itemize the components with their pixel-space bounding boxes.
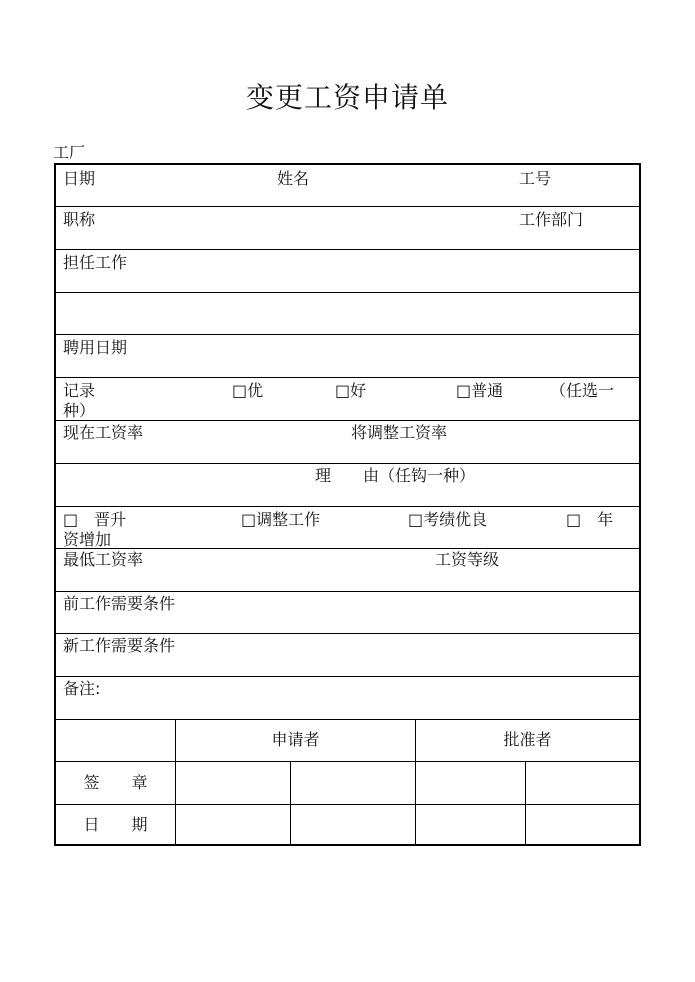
option-average-checkbox[interactable]: □普通 [456,381,504,400]
reason-seniority-checkbox[interactable]: □ 年 [566,510,614,529]
reason-performance-checkbox[interactable]: □考绩优良 [408,510,488,529]
new-job-req-label: 新工作需要条件 [63,636,176,655]
choose-one-note: （任选一 [550,381,615,400]
row-hire-date [56,335,639,378]
row-sign-date [56,805,639,844]
date-label: 日期 [63,169,96,188]
prev-job-req-label: 前工作需要条件 [63,594,176,613]
row-signature-header [56,720,639,762]
approver-date-field-2[interactable] [526,805,639,844]
row-reason-title [56,464,639,507]
choose-one-note-wrap: 种） [63,401,96,420]
applicant-header: 申请者 [271,730,320,749]
row-signature [56,762,639,805]
approver-signature-field-2[interactable] [526,762,639,804]
remarks-label: 备注: [63,679,101,698]
row-prev-job-req [56,592,639,634]
name-label: 姓名 [277,169,310,188]
applicant-date-field-2[interactable] [291,805,415,844]
approver-date-field-1[interactable] [416,805,525,844]
row-min-rate-grade [56,549,639,592]
factory-label: 工厂 [53,143,86,162]
hire-date-label: 聘用日期 [63,338,128,357]
current-rate-label: 现在工资率 [63,423,144,442]
row-remarks [56,677,639,720]
option-good-checkbox[interactable]: □好 [335,381,367,400]
row-date-name-id [56,165,639,207]
option-excellent-checkbox[interactable]: □优 [232,381,264,400]
reason-seniority-wrap: 资增加 [63,530,112,549]
row-rates [56,421,639,464]
row-blank[interactable] [56,293,639,335]
reason-job-adjust-checkbox[interactable]: □调整工作 [241,510,321,529]
salary-change-form [54,163,641,846]
reason-promotion-checkbox[interactable]: □ 晋升 [63,510,127,529]
row-record [56,378,639,421]
min-rate-label: 最低工资率 [63,550,144,569]
grade-label: 工资等级 [435,550,500,569]
approver-header: 批准者 [503,730,552,749]
department-label: 工作部门 [519,210,584,229]
row-new-job-req [56,634,639,677]
record-label: 记录 [63,381,96,400]
reason-title: 理 由（任钩一种） [315,466,476,485]
page-title: 变更工资申请单 [245,81,449,114]
row-title-dept [56,207,639,250]
sign-date-label: 日 期 [83,815,148,834]
current-job-label: 担任工作 [63,253,128,272]
approver-signature-field-1[interactable] [416,762,525,804]
adjusted-rate-label: 将调整工资率 [351,423,448,442]
row-reason-options [56,507,639,549]
applicant-signature-field-2[interactable] [291,762,415,804]
job-title-label: 职称 [63,210,96,229]
signature-label: 签 章 [83,773,148,792]
employee-no-label: 工号 [519,169,552,188]
applicant-signature-field-1[interactable] [176,762,290,804]
row-current-job [56,250,639,293]
applicant-date-field-1[interactable] [176,805,290,844]
